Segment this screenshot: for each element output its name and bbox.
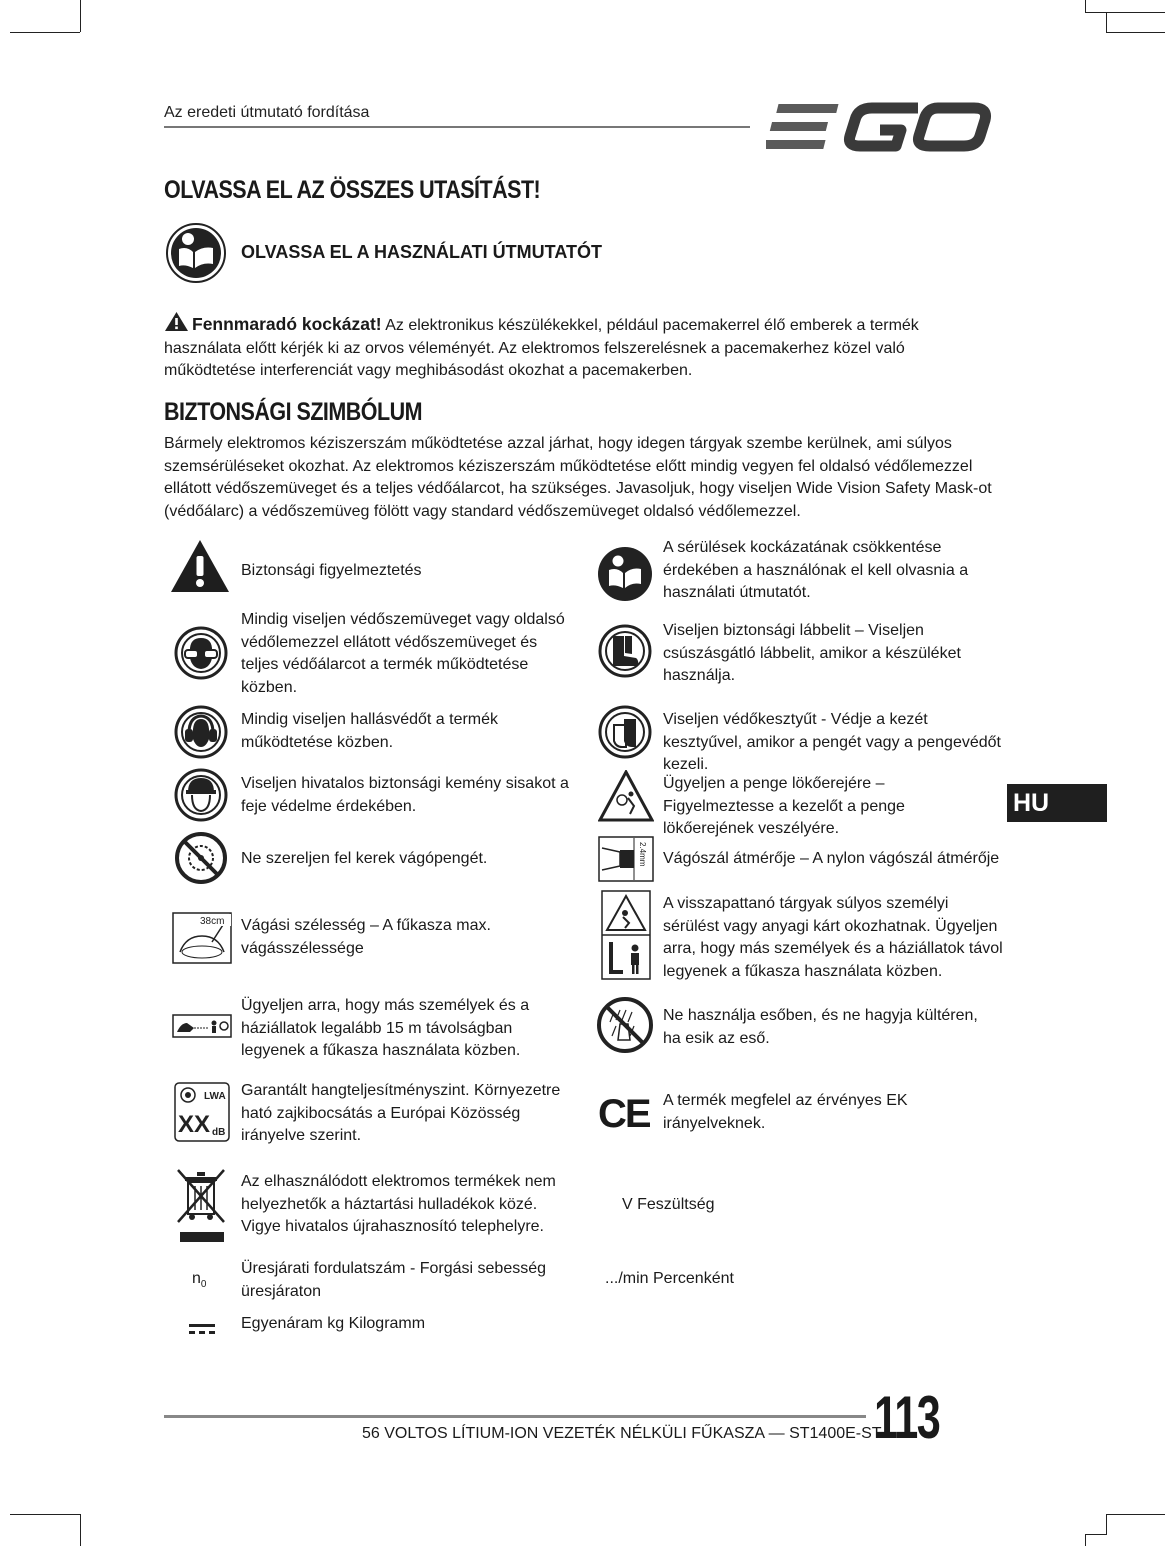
symbol-text: Viseljen biztonsági lábbelit – Viseljen csúszásgátló lábbelit, amikor a készüléket használja. xyxy=(663,622,961,684)
symbol-text: Mindig viseljen hallásvédőt a termék működtetése közben. xyxy=(241,711,499,751)
read-manual-icon xyxy=(165,222,227,284)
header-rule xyxy=(164,126,750,128)
symbol-text: Garantált hangteljesítményszint. Környezetre ható zajkibocsátás a Európai Közösség irányelve szerint. xyxy=(241,1082,561,1144)
direct-current-icon xyxy=(188,1322,216,1341)
symbol-text: Ne használja esőben, és ne hagyja kültéren, ha esik az eső. xyxy=(663,1007,978,1047)
symbol-text: Mindig viseljen védőszemüveget vagy oldalsó védőlemezzel ellátott védőszemüveget és teljes védőálarcot a termék működtetése közben. xyxy=(241,611,565,696)
safety-boots-icon xyxy=(598,624,652,683)
keep-distance-icon xyxy=(172,1014,232,1043)
ce-mark-icon xyxy=(598,1092,650,1136)
symbol-text: A visszapattanó tárgyak súlyos személyi sérülést vagy anyagi kárt okozhatnak. Ügyeljen arra, hogy más személyek és a háziállatok távol legyenek a fűkasza használata közben. xyxy=(663,895,1003,980)
no-load-subscript: 0 xyxy=(200,1279,207,1291)
no-blade-icon xyxy=(174,831,228,890)
symbol-text: Üresjárati fordulatszám - Forgási sebesség üresjáraton xyxy=(241,1260,547,1300)
symbol-text: Ne szereljen fel kerek vágópengét. xyxy=(241,850,488,867)
read-manual-icon xyxy=(597,546,653,607)
crop-mark xyxy=(1085,1534,1107,1535)
crop-mark xyxy=(1085,0,1086,12)
no-rain-icon xyxy=(596,996,654,1059)
sound-power-unit: dB xyxy=(212,1127,226,1138)
no-load-symbol: n xyxy=(192,1270,201,1287)
crop-mark xyxy=(1106,12,1107,32)
crop-mark xyxy=(1106,32,1165,33)
crop-mark xyxy=(80,1514,81,1546)
gloves-icon xyxy=(598,705,652,764)
residual-risk-title: Fennmaradó kockázat! xyxy=(192,314,382,334)
language-tab: HU xyxy=(1007,784,1107,822)
symbol-text: V Feszültség xyxy=(622,1196,715,1213)
crop-mark xyxy=(1106,1514,1165,1515)
thrown-objects-icon xyxy=(601,890,651,985)
symbol-text: Viseljen védőkesztyűt - Védje a kezét kesztyűvel, amikor a pengét vagy a pengevédőt kezeli. xyxy=(663,711,1001,773)
footer-text: 56 VOLTOS LÍTIUM-ION VEZETÉK NÉLKÜLI FŰKASZA — ST1400E-ST xyxy=(362,1425,882,1442)
symbol-text: Vágási szélesség – A fűkasza max. vágásszélessége xyxy=(241,917,491,957)
residual-risk-paragraph xyxy=(164,311,994,383)
symbol-text: Vágószál átmérője – A nylon vágószál átmérője xyxy=(663,850,1000,867)
line-diameter-label: 2.4mm xyxy=(638,842,647,867)
symbol-text: Az elhasználódott elektromos termékek nem helyezhetők a háztartási hulladékok közé. Vigye hivatalos újrahasznosító telephelyre. xyxy=(241,1173,556,1235)
sound-power-symbol: LWA xyxy=(204,1091,226,1102)
page-title: OLVASSA EL AZ ÖSSZES UTASÍTÁST! xyxy=(164,176,541,204)
header-title: Az eredeti útmutató fordítása xyxy=(164,104,370,121)
ego-logo xyxy=(766,98,994,156)
symbol-text: A sérülések kockázatának csökkentése érdekében a használónak el kell olvasnia a használati útmutatót. xyxy=(663,539,969,601)
page-number: 113 xyxy=(874,1384,940,1451)
symbol-text: Ügyeljen arra, hogy más személyek és a háziállatok legalább 15 m távolságban legyenek a fűkasza használata közben. xyxy=(241,997,530,1059)
weee-bin-icon xyxy=(174,1168,230,1249)
symbol-text: Viseljen hivatalos biztonsági kemény sisakot a feje védelme érdekében. xyxy=(241,775,569,815)
footer-rule xyxy=(164,1415,866,1418)
crop-mark xyxy=(80,0,81,32)
crop-mark xyxy=(1085,1534,1086,1546)
warning-triangle-icon xyxy=(169,538,231,599)
ear-protection-icon xyxy=(174,705,228,764)
crop-mark xyxy=(10,1514,80,1515)
intro-paragraph: Bármely elektromos kéziszerszám működtetése azzal járhat, hogy idegen tárgyak szembe kerülnek, ami súlyos szemsérüléseket okozhat. Az elektromos kéziszerszám működtetése előtt mindig vegyen fel oldalsó védőlemezzel ellátott védőszemüveget és a teljes védőálarcot, ha szükséges. Javasoljuk, hogy viseljen Wide Vision Safety Mask-ot (védőálarc) a védőszemüveg fölött vagy standard védőszemüveget oldalsó védőlemezzel. xyxy=(164,435,992,520)
sound-power-icon xyxy=(174,1082,230,1147)
cutting-width-label: 38cm xyxy=(200,916,225,927)
symbol-text: .../min Percenként xyxy=(605,1270,734,1287)
cutting-width-icon xyxy=(172,912,232,969)
symbol-text: Ügyeljen a penge lökőerejére – Figyelmeztesse a kezelőt a penge lökőerejének veszélyére. xyxy=(663,775,905,837)
crop-mark xyxy=(10,32,80,33)
symbol-text: Egyenáram kg Kilogramm xyxy=(241,1315,426,1332)
blade-thrust-icon xyxy=(598,770,654,827)
symbol-text: A termék megfelel az érvényes EK irányelveknek. xyxy=(663,1092,908,1132)
sound-power-value: XX xyxy=(178,1111,211,1138)
line-diameter-icon xyxy=(598,836,654,887)
section-title: BIZTONSÁGI SZIMBÓLUM xyxy=(164,398,423,426)
crop-mark xyxy=(1085,12,1165,13)
read-manual-label: OLVASSA EL A HASZNÁLATI ÚTMUTATÓT xyxy=(241,242,602,262)
warning-triangle-icon xyxy=(164,311,189,332)
crop-mark xyxy=(1106,1514,1107,1534)
symbol-text: Biztonsági figyelmeztetés xyxy=(241,562,422,579)
no-load-speed-icon xyxy=(192,1270,206,1290)
hard-hat-icon xyxy=(174,768,228,827)
residual-risk-text: Az elektronikus készülékekkel, például pacemakerrel élő emberek a termék használata előtt kérjék ki az orvos véleményét. Az elektromos felszerelésnek a pacemakerhez közel való működtetése interferenciát vagy meghibásodást okozhat a pacemakerben. xyxy=(164,317,919,379)
ce-label: CE xyxy=(598,1092,650,1136)
safety-glasses-icon xyxy=(174,626,228,685)
